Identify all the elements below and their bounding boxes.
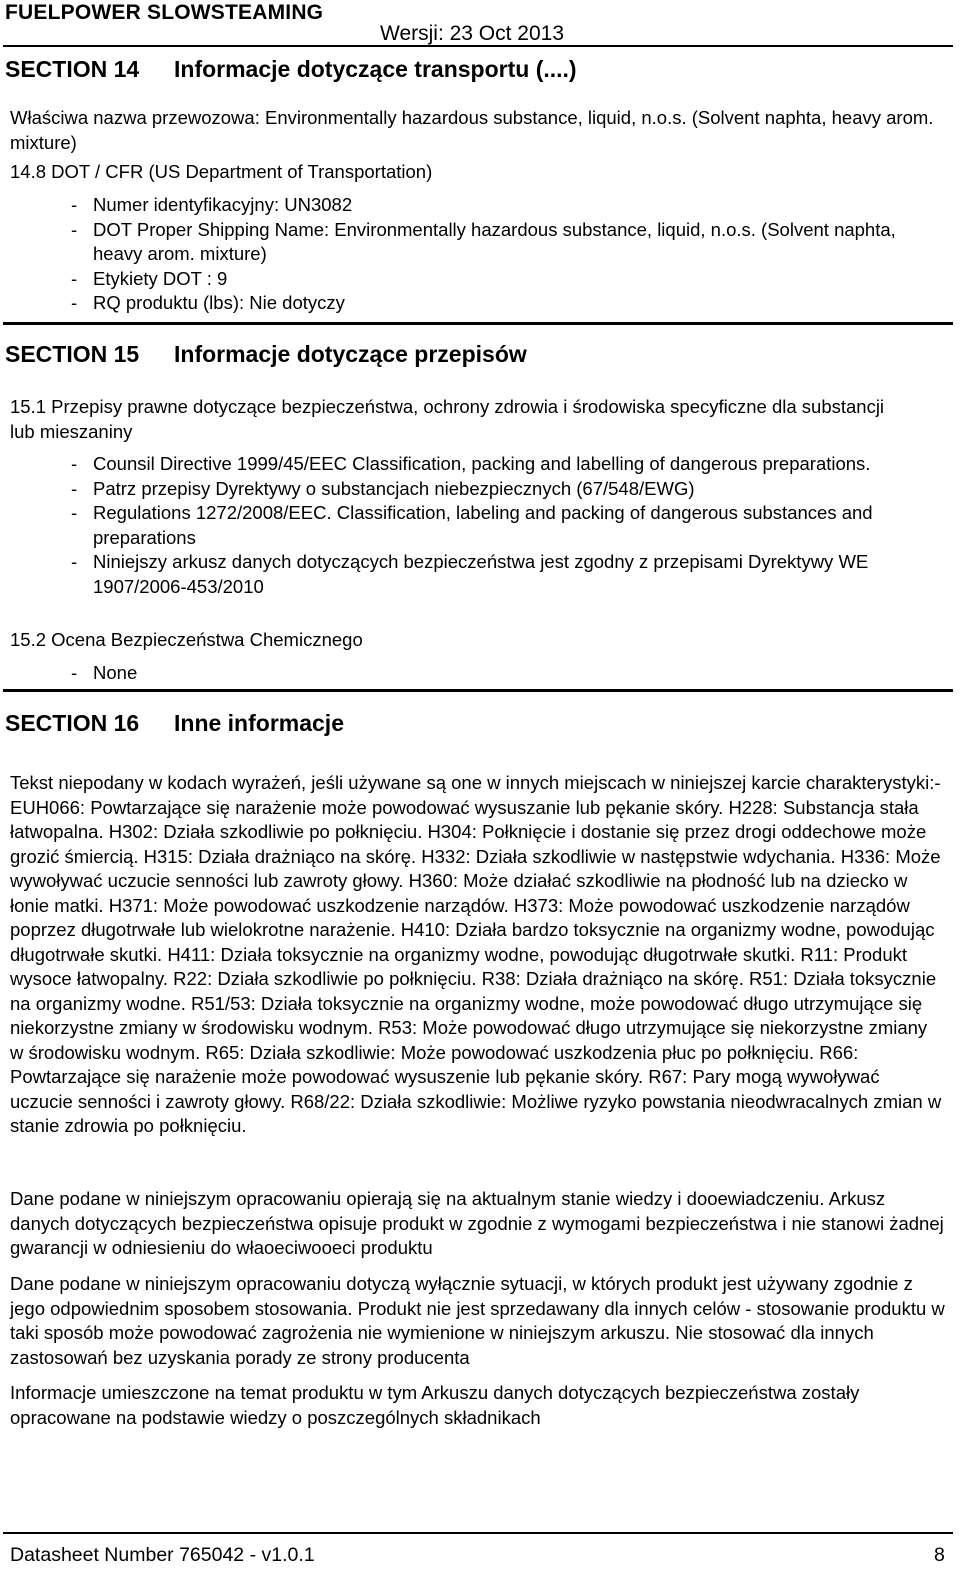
dot-info-list — [71, 193, 941, 316]
version-date: Wersji: 23 Oct 2013 — [380, 22, 565, 45]
section-14-title: Informacje dotyczące transportu (....) — [174, 56, 577, 82]
list-item: - Regulations 1272/2008/EEC. Classification, labeling and packing of dangerous substances and preparations — [71, 501, 941, 550]
section-16-title: Inne informacje — [174, 710, 344, 736]
section-14-heading — [5, 56, 577, 83]
knowledge-disclaimer-paragraph: Dane podane w niniejszym opracowaniu opierają się na aktualnym stanie wiedzy i dooewiadczeniu. Arkusz danych dotyczących bezpieczeństwa opisuje produkt w zgodnie z wymogami bezpieczeństwa i nie stanowi żadnej gwarancji w odniesieniu do właoeciwooeci produktu — [10, 1188, 944, 1258]
list-item: - Patrz przepisy Dyrektywy o substancjach niebezpiecznych (67/548/EWG) — [71, 477, 941, 502]
list-item: - Counsil Directive 1999/45/EEC Classification, packing and labelling of dangerous preparations. — [71, 452, 941, 477]
section-divider — [3, 689, 953, 692]
section-15-title: Informacje dotyczące przepisów — [174, 341, 527, 367]
list-item: - RQ produktu (lbs): Nie dotyczy — [71, 291, 941, 316]
section-divider — [3, 322, 953, 325]
hazard-phrases-paragraph: Tekst niepodany w kodach wyrażeń, jeśli używane są one w innych miejscach w niniejszej karcie charakterystyki:- EUH066: Powtarzające się narażenie może powodować wysuszanie lub pękanie skóry. H228: Substancja stała łatwopalna. H302: Działa szkodliwie po połknięciu. H304: Połknięcie i dostanie się przez drogi oddechowe może grozić śmiercią. H315: Działa drażniąco na skórę. H332: Działa szkodliwie w następstwie wdychania. H336: Może wywoływać uczucie senności lub zawroty głowy. H360: Może działać szkodliwie na płodność lub na dziecko w łonie matki. H371: Może powodować uszkodzenie narządów. H373: Może powodować uszkodzenie narządów poprzez długotrwałe lub wielokrotne narażenie. H410: Działa bardzo toksycznie na organizmy wodne, powodując długotrwałe skutki. H411: Działa toksycznie na organizmy wodne, powodując długotrwałe skutki. R11: Produkt wysoce łatwopalny. R22: Działa szkodliwie po połknięciu. R38: Działa drażniąco na skórę. R51: Działa toksycznie na organizmy wodne. R51/53: Działa toksycznie na organizmy wodne, może powodować długo utrzymujące się niekorzystne zmiany w środowisku wodnym. R53: Może powodować długo utrzymujące się niekorzystne zmiany w środowisku wodnym. R65: Działa szkodliwie: Może powodować uszkodzenia płuc po połknięciu. R66: Powtarzające się narażenie może powodować wysuszenie lub pękanie skóry. R67: Pary mogą wywoływać uczucie senności i zawroty głowy. R68/22: Działa szkodliwie: Możliwe ryzyko powstania nieodwracalnych zmian w stanie zdrowia po połknięciu. — [10, 772, 942, 1136]
source-info-paragraph: Informacje umieszczone na temat produktu w tym Arkuszu danych dotyczących bezpieczeństwa zostały opracowane na podstawie wiedzy o poszczególnych składnikach — [10, 1382, 860, 1428]
section-16-number: SECTION 16 — [5, 710, 140, 736]
subsection-15-2: 15.2 Ocena Bezpieczeństwa Chemicznego — [10, 629, 363, 650]
list-item: - None — [71, 661, 941, 686]
chemical-assessment-list — [71, 661, 941, 686]
subsection-14-8: 14.8 DOT / CFR (US Department of Transportation) — [10, 161, 433, 182]
header-divider — [3, 45, 953, 47]
list-item: - Niniejszy arkusz danych dotyczących bezpieczeństwa jest zgodny z przepisami Dyrektywy WE 1907/2006-453/2010 — [71, 550, 941, 599]
list-item: - Numer identyfikacyjny: UN3082 — [71, 193, 941, 218]
section-14-number: SECTION 14 — [5, 56, 140, 82]
list-item: - DOT Proper Shipping Name: Environmentally hazardous substance, liquid, n.o.s. (Solvent naphta, heavy arom. mixture) — [71, 218, 941, 267]
usage-disclaimer-paragraph: Dane podane w niniejszym opracowaniu dotyczą wyłącznie sytuacji, w których produkt jest używany zgodnie z jego odpowiednim sposobem stosowania. Produkt nie jest sprzedawany dla innych celów - stosowanie produktu w taki sposób może powodować zagrożenia nie wymienione w niniejszym arkuszu. Nie stosować dla innych zastosowań bez uzyskania porady ze strony producenta — [10, 1273, 945, 1368]
regulations-list — [71, 452, 941, 599]
company-name: FUELPOWER SLOWSTEAMING — [5, 1, 324, 24]
footer-divider — [3, 1532, 953, 1534]
page-number: 8 — [934, 1544, 945, 1566]
section-15-number: SECTION 15 — [5, 341, 140, 367]
proper-shipping-name: Właściwa nazwa przewozowa: Environmentally hazardous substance, liquid, n.o.s. (Solvent naphta, heavy arom. mixture) — [10, 107, 934, 153]
list-item: - Etykiety DOT : 9 — [71, 267, 941, 292]
section-15-heading — [5, 341, 527, 368]
section-16-heading — [5, 710, 344, 737]
subsection-15-1: 15.1 Przepisy prawne dotyczące bezpieczeństwa, ochrony zdrowia i środowiska specyficzne dla substancji lub mieszaniny — [10, 396, 885, 442]
datasheet-number: Datasheet Number 765042 - v1.0.1 — [10, 1544, 315, 1566]
